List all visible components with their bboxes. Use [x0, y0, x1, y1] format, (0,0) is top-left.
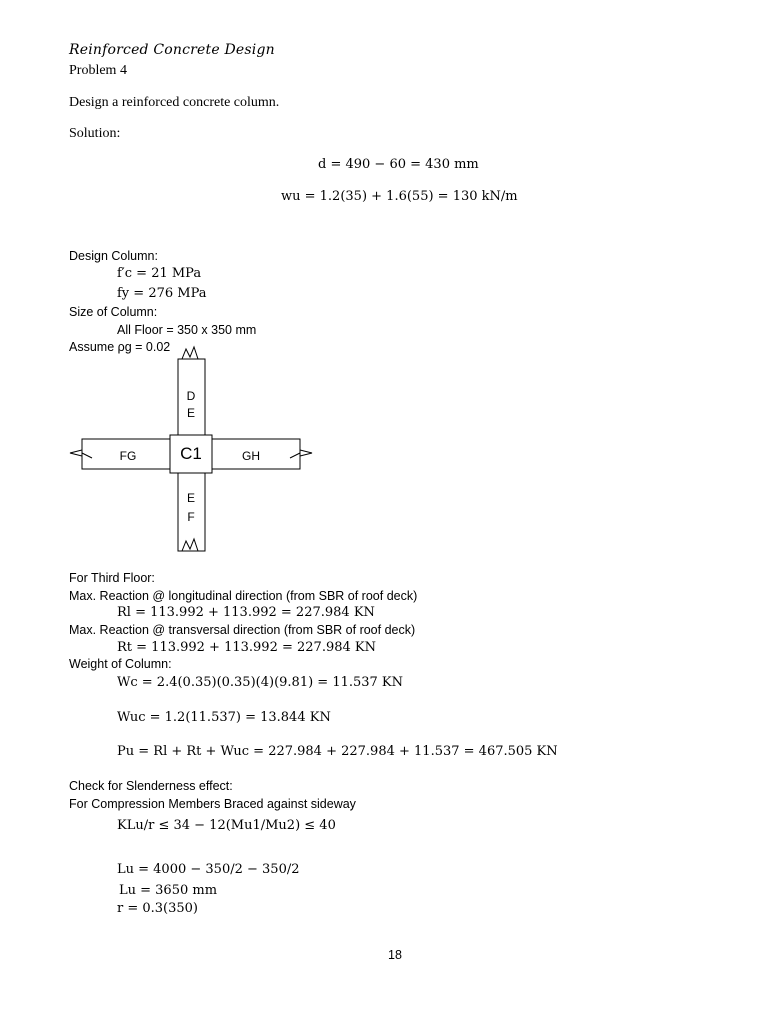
slenderness-subheading: For Compression Members Braced against sideway [69, 797, 356, 811]
weight-heading: Weight of Column: [69, 657, 172, 671]
design-column-heading: Design Column: [69, 249, 158, 263]
size-value: All Floor = 350 x 350 mm [117, 323, 257, 337]
top-label-2: E [186, 406, 196, 420]
left-break-mark [70, 439, 82, 469]
page-number: 18 [388, 948, 402, 962]
lu-value: Lu = 3650 mm [119, 883, 218, 898]
slenderness-heading: Check for Slenderness effect: [69, 779, 233, 793]
right-beam-label: GH [242, 449, 260, 463]
solution-label: Solution: [69, 126, 121, 141]
transversal-heading: Max. Reaction @ transversal direction (from SBR of roof deck) [69, 623, 416, 637]
fc-value: f′c = 21 MPa [117, 266, 202, 281]
wc-equation: Wc = 2.4(0.35)(0.35)(4)(9.81) = 11.537 KN [117, 675, 404, 690]
rl-equation: Rl = 113.992 + 113.992 = 227.984 KN [117, 605, 375, 620]
size-heading: Size of Column: [69, 305, 158, 319]
running-header: Reinforced Concrete Design [69, 42, 275, 58]
left-beam-label: FG [119, 449, 137, 463]
third-floor-heading: For Third Floor: [69, 571, 155, 585]
longitudinal-heading: Max. Reaction @ longitudinal direction (from SBR of roof deck) [69, 589, 418, 603]
slenderness-check: KLu/r ≤ 34 − 12(Mu1/Mu2) ≤ 40 [117, 818, 336, 833]
problem-label: Problem 4 [69, 63, 127, 78]
r-equation: r = 0.3(350) [117, 901, 199, 916]
top-label-1: D [186, 389, 196, 403]
equation-wu: wu = 1.2(35) + 1.6(55) = 130 kN/m [281, 189, 518, 204]
right-break-mark [300, 439, 312, 469]
top-break-mark [182, 347, 198, 359]
lu-equation: Lu = 4000 − 350/2 − 350/2 [117, 862, 300, 877]
bottom-label-1: E [186, 491, 196, 505]
fy-value: fy = 276 MPa [117, 286, 207, 301]
pu-equation: Pu = Rl + Rt + Wuc = 227.984 + 227.984 + 11.537 = 467.505 KN [117, 744, 558, 759]
equation-d: d = 490 − 60 = 430 mm [318, 157, 479, 172]
column-joint-diagram [60, 345, 330, 560]
problem-statement: Design a reinforced concrete column. [69, 95, 280, 110]
wuc-equation: Wuc = 1.2(11.537) = 13.844 KN [117, 710, 331, 725]
rt-equation: Rt = 113.992 + 113.992 = 227.984 KN [117, 640, 376, 655]
assume-rho: Assume ρg = 0.02 [69, 340, 171, 354]
bottom-label-2: F [187, 510, 195, 524]
center-label: C1 [180, 444, 202, 463]
